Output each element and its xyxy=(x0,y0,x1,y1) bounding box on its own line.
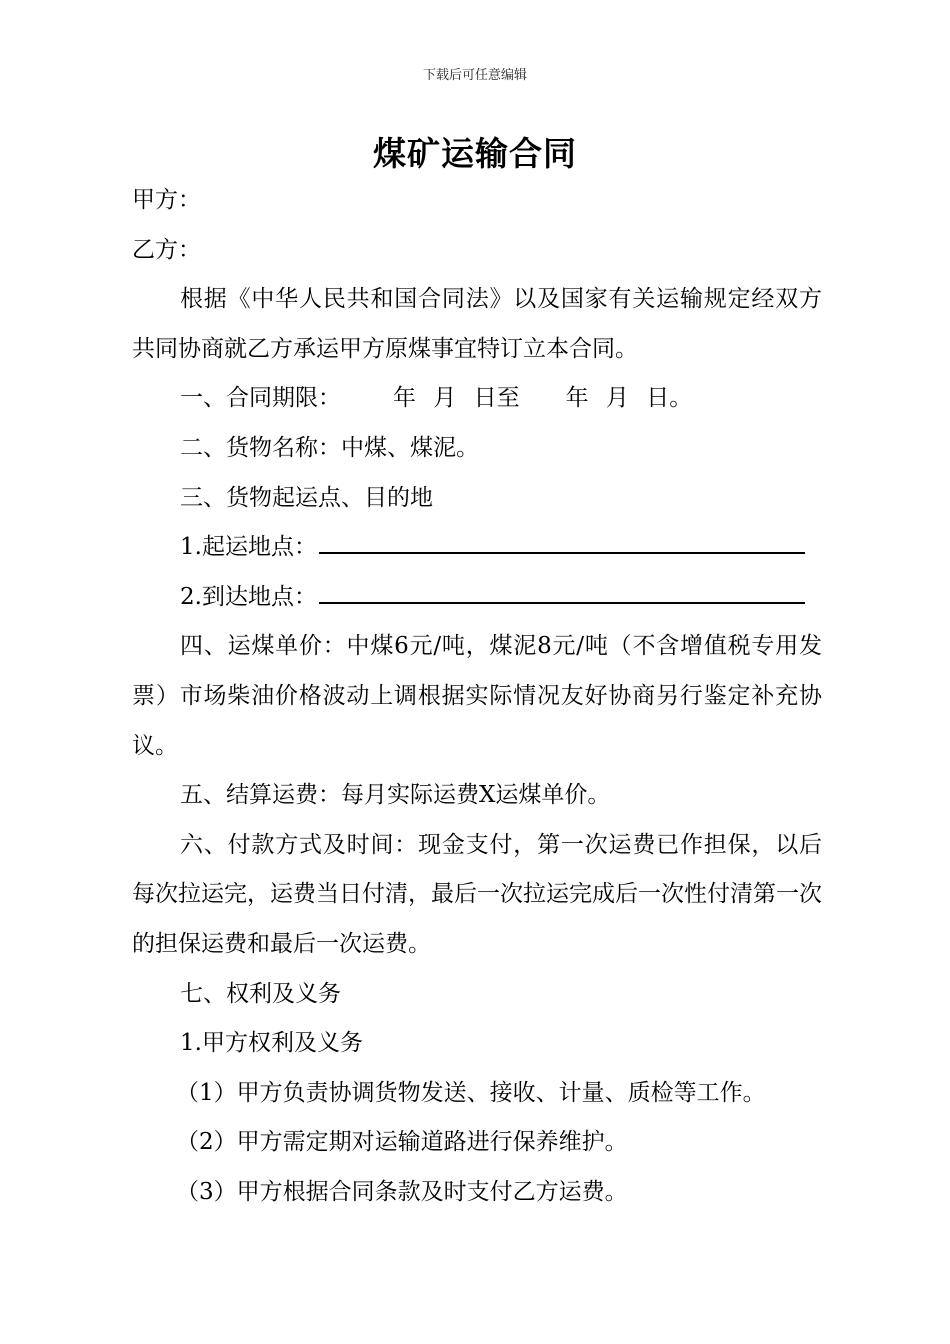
clause-1-start-date: 年 月 日至 xyxy=(393,385,520,412)
clause-1-label: 一、合同期限： xyxy=(180,385,341,412)
header-note: 下载后可任意编辑 xyxy=(422,68,527,83)
clause-1-term xyxy=(132,374,822,424)
contract-body xyxy=(132,176,822,1217)
clause-7-heading: 七、权利及义务 xyxy=(180,980,341,1007)
origin-line xyxy=(132,523,822,573)
origin-blank-field xyxy=(319,524,805,554)
clause-5-settlement: 五、结算运费：每月实际运费X运煤单价。 xyxy=(180,782,611,809)
clause-3-heading: 三、货物起运点、目的地 xyxy=(180,484,433,511)
clause-7-item-3: （3）甲方根据合同条款及时支付乙方运费。 xyxy=(176,1178,628,1205)
destination-line xyxy=(132,573,822,623)
preamble-paragraph: 根据《中华人民共和国合同法》以及国家有关运输规定经双方共同协商就乙方承运甲方原煤事宜特订立本合同。 xyxy=(132,286,822,362)
clause-2-goods: 二、货物名称：中煤、煤泥。 xyxy=(180,434,479,461)
clause-7-sub-1: 1.甲方权利及义务 xyxy=(180,1030,363,1057)
origin-label: 1.起运地点： xyxy=(180,534,317,561)
destination-label: 2.到达地点： xyxy=(180,583,317,610)
party-a-line: 甲方： xyxy=(132,187,201,213)
clause-4-price: 四、运煤单价：中煤6元/吨，煤泥8元/吨（不含增值税专用发票）市场柴油价格波动上调根据实际情况友好协商另行鉴定补充协议。 xyxy=(132,633,822,759)
clause-6-payment: 六、付款方式及时间：现金支付，第一次运费已作担保，以后每次拉运完，运费当日付清，最后一次拉运完成后一次性付清第一次的担保运费和最后一次运费。 xyxy=(132,831,822,957)
clause-1-end-date: 年 月 日。 xyxy=(565,385,693,412)
destination-blank-field xyxy=(319,574,805,604)
clause-7-item-1: （1）甲方负责协调货物发送、接收、计量、质检等工作。 xyxy=(176,1079,766,1106)
party-b-line: 乙方： xyxy=(132,236,201,263)
clause-7-item-2: （2）甲方需定期对运输道路进行保养维护。 xyxy=(176,1129,628,1156)
document-title: 煤矿运输合同 xyxy=(373,134,577,173)
